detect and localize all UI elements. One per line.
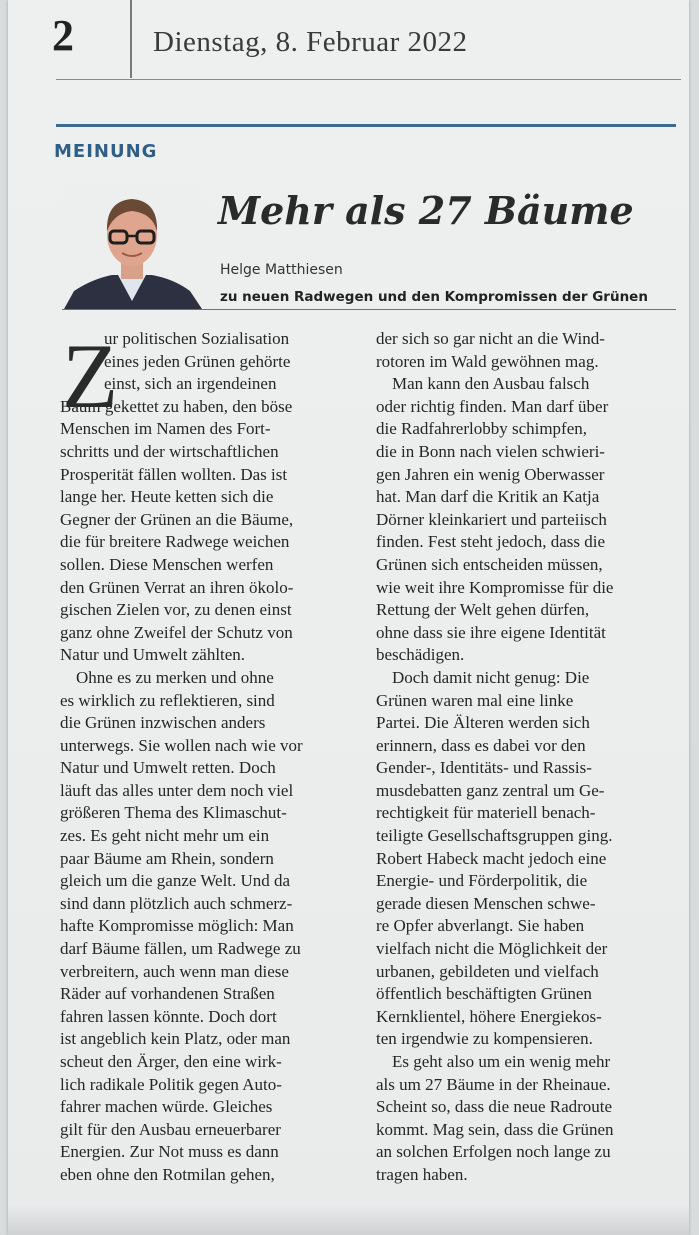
- article-line: die Grünen inzwischen anders: [60, 713, 266, 733]
- article-line: kommt. Mag sein, dass die Grünen: [376, 1119, 614, 1139]
- issue-date: Dienstag, 8. Februar 2022: [153, 26, 468, 58]
- article-line: Räder auf vorhandenen Straßen: [60, 984, 275, 1004]
- article-line: einst, sich an irgendeinen: [104, 374, 277, 394]
- article-line: öffentlich beschäftigten Grünen: [376, 984, 592, 1004]
- article-line: gilt für den Ausbau erneuerbarer: [60, 1119, 281, 1139]
- article-line: fahrer machen würde. Gleiches: [60, 1097, 273, 1117]
- article-line: Energien. Zur Not muss es dann: [60, 1142, 279, 1162]
- article-line: Kernklientel, höhere Energiekos-: [376, 1006, 602, 1026]
- article-line: die Radfahrerlobby schimpfen,: [376, 419, 588, 439]
- article-line: sind dann plötzlich auch schmerz-: [60, 893, 293, 913]
- article-line: wie weit ihre Kompromisse für die: [376, 577, 614, 597]
- article-line: lange her. Heute ketten sich die: [60, 487, 274, 507]
- article-line: ten irgendwie zu kompensieren.: [376, 1029, 593, 1049]
- page-bottom-edge: [8, 1205, 689, 1235]
- article-line: Doch damit nicht genug: Die: [392, 667, 590, 687]
- article-line: gen Jahren ein wenig Oberwasser: [376, 464, 605, 484]
- article-line: Prosperität fällen wollten. Das ist: [60, 464, 288, 484]
- article-line: fahren lassen könnte. Doch dort: [60, 1006, 277, 1026]
- article-line: unterwegs. Sie wollen nach wie vor: [60, 735, 303, 755]
- article-line: Partei. Die Älteren werden sich: [376, 713, 590, 733]
- article-line: re Opfer abverlangt. Sie haben: [376, 916, 585, 936]
- article-line: als um 27 Bäume in der Rheinaue.: [376, 1074, 611, 1094]
- article-line: es wirklich zu reflektieren, sind: [60, 690, 275, 710]
- article-line: Robert Habeck macht jedoch eine: [376, 848, 607, 868]
- article-line: Baum gekettet zu haben, den böse: [60, 396, 293, 416]
- article-headline: Mehr als 27 Bäume: [218, 188, 634, 233]
- article-line: musdebatten ganz zentral um Ge-: [376, 780, 605, 800]
- article-line: an solchen Erfolgen noch lange zu: [376, 1142, 611, 1162]
- article-line: eines jeden Grünen gehörte: [104, 351, 291, 371]
- header-divider: [130, 0, 132, 78]
- article-line: größeren Thema des Klimaschut-: [60, 803, 287, 823]
- article-column-right: [376, 328, 676, 1187]
- article-line: die für breitere Radwege weichen: [60, 532, 290, 552]
- article-line: Natur und Umwelt retten. Doch: [60, 758, 276, 778]
- article-line: sollen. Diese Menschen werfen: [60, 554, 274, 574]
- article-line: ganz ohne Zweifel der Schutz von: [60, 622, 293, 642]
- article-line: Menschen im Namen des Fort-: [60, 419, 271, 439]
- article-line: Energie- und Förderpolitik, die: [376, 871, 588, 891]
- newspaper-page: [8, 0, 689, 1235]
- article-line: Ohne es zu merken und ohne: [76, 667, 274, 687]
- section-label: MEINUNG: [54, 141, 158, 162]
- article-line: teiligte Gesellschaftsgruppen ging.: [376, 826, 613, 846]
- article-line: darf Bäume fällen, um Radwege zu: [60, 939, 301, 959]
- article-line: eben ohne den Rotmilan gehen,: [60, 1164, 275, 1184]
- article-line: Gender-, Identitäts- und Rassis-: [376, 758, 592, 778]
- article-line: zes. Es geht nicht mehr um ein: [60, 826, 270, 846]
- article-line: hafte Kompromisse möglich: Man: [60, 916, 294, 936]
- article-line: scheut den Ärger, den eine wirk-: [60, 1052, 282, 1071]
- article-line: hat. Man darf die Kritik an Katja: [376, 487, 600, 507]
- article-line: Dörner kleinkariert und parteiisch: [376, 509, 607, 529]
- article-line: beschädigen.: [376, 645, 465, 665]
- author-photo: [62, 183, 202, 309]
- article-line: erinnern, dass es dabei vor den: [376, 735, 586, 755]
- article-line: gerade diesen Menschen schwe-: [376, 893, 596, 913]
- article-line: Man kann den Ausbau falsch: [392, 374, 590, 394]
- article-line: den Grünen Verrat an ihren ökolo-: [60, 577, 294, 597]
- article-column-left: [60, 325, 356, 1187]
- article-line: Es geht also um ein wenig mehr: [392, 1052, 611, 1071]
- article-line: oder richtig finden. Man darf über: [376, 396, 609, 416]
- article-line: Scheint so, dass die neue Radroute: [376, 1097, 613, 1117]
- article-line: Grünen waren mal eine linke: [376, 690, 574, 710]
- author-name: Helge Matthiesen: [220, 262, 343, 278]
- byline-rule: [62, 309, 676, 310]
- article-line: gischen Zielen vor, zu denen einst: [60, 600, 292, 620]
- article-line: Natur und Umwelt zählten.: [60, 645, 246, 665]
- article-line: tragen haben.: [376, 1164, 468, 1184]
- article-topic: zu neuen Radwegen und den Kompromissen der Grünen: [220, 289, 648, 305]
- drop-cap: Z: [62, 325, 119, 427]
- article-line: rotoren im Wald gewöhnen mag.: [376, 351, 599, 371]
- article-line: läuft das alles unter dem noch viel: [60, 780, 294, 800]
- article-line: vielfach nicht die Möglichkeit der: [376, 939, 608, 959]
- page-number: 2: [52, 11, 74, 60]
- section-rule: [56, 124, 676, 127]
- article-line: schritts und der wirtschaftlichen: [60, 441, 279, 461]
- article-line: die in Bonn nach vielen schwieri-: [376, 441, 605, 461]
- article-line: Grünen sich entscheiden müssen,: [376, 554, 603, 574]
- article-line: paar Bäume am Rhein, sondern: [60, 848, 274, 868]
- article-line: ist angeblich kein Platz, oder man: [60, 1029, 291, 1049]
- article-line: rechtigkeit für materiell benach-: [376, 803, 596, 823]
- article-line: ur politischen Sozialisation: [104, 329, 290, 348]
- article-line: der sich so gar nicht an die Wind-: [376, 329, 605, 348]
- header-rule: [56, 79, 681, 80]
- article-line: lich radikale Politik gegen Auto-: [60, 1074, 282, 1094]
- article-line: ohne dass sie ihre eigene Identität: [376, 622, 606, 642]
- article-line: Rettung der Welt gehen dürfen,: [376, 600, 590, 620]
- article-line: verbreitern, auch wenn man diese: [60, 961, 289, 981]
- article-line: gleich um die ganze Welt. Und da: [60, 871, 291, 891]
- article-line: finden. Fest steht jedoch, dass die: [376, 532, 605, 552]
- article-line: Gegner der Grünen an die Bäume,: [60, 509, 294, 529]
- article-line: urbanen, gebildeten und vielfach: [376, 961, 599, 981]
